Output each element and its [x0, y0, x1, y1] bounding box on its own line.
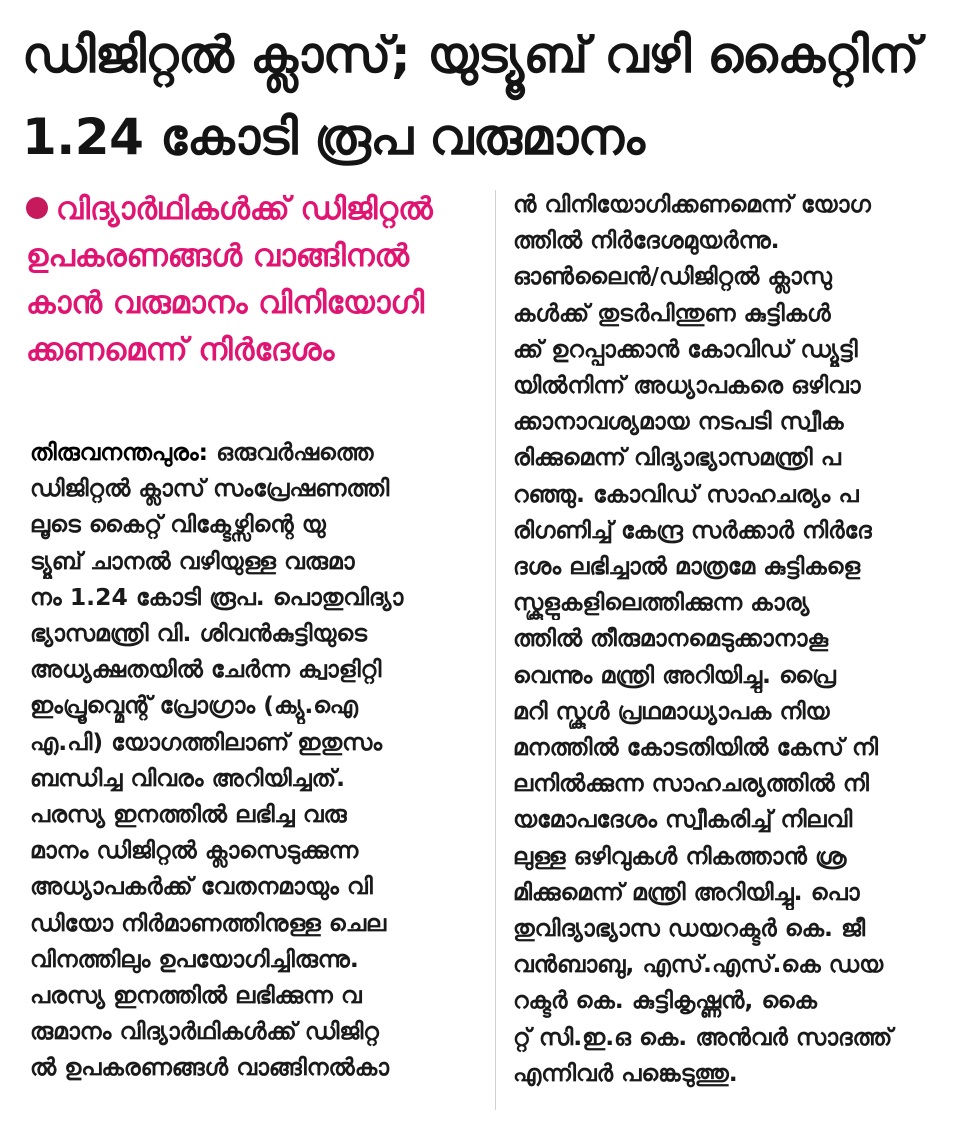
body-line: മനത്തിൽ കോടതിയിൽ കേസ് നി	[513, 733, 878, 762]
body-line-text: ഒരുവർഷത്തെ	[208, 438, 374, 466]
body-line: പരസ്യ ഇനത്തിൽ ലഭിക്കുന്ന വ	[30, 981, 362, 1010]
highlight-box	[26, 186, 486, 374]
body-line: ൽ ഉപകരണങ്ങൾ വാങ്ങിനൽകാ	[30, 1053, 390, 1082]
bullet-dot-icon	[26, 197, 48, 219]
column-divider	[495, 190, 496, 1110]
left-column	[30, 434, 482, 1086]
body-line: ത്തിൽ തീരുമാനമെടുക്കാനാകൂ	[513, 624, 829, 653]
body-line: രിക്കുമെന്ന് വിദ്യാഭ്യാസമന്ത്രി പ	[513, 443, 841, 472]
body-line: ബന്ധിച്ച വിവരം അറിയിച്ചത്.	[30, 763, 346, 792]
body-line: തുവിദ്യാഭ്യാസ ഡയറക്ടർ കെ. ജീ	[513, 914, 866, 943]
body-line: യമോപദേശം സ്വീകരിച്ച് നിലവി	[513, 805, 853, 834]
body-line: അധ്യക്ഷതയിൽ ചേർന്ന ക്വാളിറ്റി	[30, 655, 382, 684]
body-line: ത്തിൽ നിർദേശമുയർന്നു.	[513, 226, 780, 255]
headline	[22, 14, 952, 178]
right-column	[513, 186, 958, 1091]
body-line: മറി സ്കൂൾ പ്രഥമാധ്യാപക നിയ	[513, 696, 830, 725]
body-line: എന്നിവർ പങ്കെടുത്തു.	[513, 1058, 738, 1087]
body-line: ലനിൽക്കുന്ന സാഹചര്യത്തിൽ നി	[513, 769, 869, 798]
body-line	[30, 434, 482, 470]
body-line: മിക്കുമെന്ന് മന്ത്രി അറിയിച്ചു. പൊ	[513, 877, 860, 906]
body-line: ക്കാനാവശ്യമായ നടപടി സ്വീക	[513, 407, 844, 436]
body-line: ഭ്യാസമന്ത്രി വി. ശിവൻകുട്ടിയുടെ	[30, 619, 367, 648]
highlight-line: ക്കണമെന്ന് നിർദേശം	[26, 332, 335, 368]
body-line: ലൂടെ കൈറ്റ് വിക്ടേഴ്സിന്റെ യു	[30, 510, 326, 539]
body-line: ലുള്ള ഒഴിവുകൾ നികത്താൻ ശ്ര	[513, 841, 847, 870]
body-line: വൻബാബു, എസ്.എസ്.കെ ഡയ	[513, 950, 884, 979]
body-line: ദശം ലഭിച്ചാൽ മാത്രമേ കുട്ടികളെ	[513, 552, 861, 581]
highlight-line-text: വിദ്യാർഥികൾക്ക് ഡിജിറ്റൽ	[56, 191, 433, 227]
body-line: ഡിയോ നിർമാണത്തിനുള്ള ചെല	[30, 908, 387, 937]
body-line: മാനം ഡിജിറ്റൽ ക്ലാസെടുക്കുന്ന	[30, 836, 359, 865]
body-line: വെന്നും മന്ത്രി അറിയിച്ചു. പ്രൈ	[513, 660, 836, 689]
highlight-line: കാൻ വരുമാനം വിനിയോഗി	[26, 285, 425, 321]
body-line: എ.പി) യോഗത്തിലാണ് ഇതുസം	[30, 727, 383, 756]
body-line: കൾക്ക് തുടർപിന്തുണ കുട്ടികൾ	[513, 298, 831, 327]
body-line: പരസ്യ ഇനത്തിൽ ലഭിച്ച വരു	[30, 800, 347, 829]
body-line: ൻ വിനിയോഗിക്കണമെന്ന് യോഗ	[513, 190, 871, 218]
highlight-line: ഉപകരണങ്ങൾ വാങ്ങിനൽ	[26, 238, 410, 274]
body-line: അധ്യാപകർക്ക് വേതനമായും വി	[30, 872, 373, 901]
headline-line-1: ഡിജിറ്റൽ ക്ലാസ്; യുട്യൂബ് വഴി കൈറ്റിന്	[22, 26, 919, 84]
body-line: യിൽനിന്ന് അധ്യാപകരെ ഒഴിവാ	[513, 371, 861, 400]
highlight-line	[26, 186, 486, 233]
body-line: വിനത്തിലും ഉപയോഗിച്ചിരുന്നു.	[30, 944, 359, 973]
body-line: റഞ്ഞു. കോവിഡ് സാഹചര്യം പ	[513, 479, 859, 508]
body-line: റക്ടർ കെ. കുട്ടികൃഷ്ണൻ, കൈ	[513, 986, 817, 1015]
dateline: തിരുവനന്തപുരം:	[30, 438, 209, 466]
body-line: ഡിജിറ്റൽ ക്ലാസ് സംപ്രേഷണത്തി	[30, 474, 390, 503]
body-line: ക്ക് ഉറപ്പാക്കാൻ കോവിഡ് ഡ്യൂട്ടി	[513, 334, 858, 363]
body-line: രുമാനം വിദ്യാർഥികൾക്ക് ഡിജിറ്റ	[30, 1017, 379, 1046]
body-line: റ്റ് സി.ഇ.ഒ കെ. അൻവർ സാദത്ത്	[513, 1022, 893, 1051]
body-line: സ്കൂളുകളിലെത്തിക്കുന്ന കാര്യ	[513, 588, 810, 617]
body-line: ട്യൂബ് ചാനൽ വഴിയുള്ള വരുമാ	[30, 546, 355, 575]
body-line: നം 1.24 കോടി രൂപ. പൊതുവിദ്യാ	[30, 582, 404, 611]
headline-line-2: 1.24 കോടി രൂപ വരുമാനം	[22, 108, 645, 166]
body-line: രിഗണിച്ച് കേന്ദ്ര സർക്കാർ നിർദേ	[513, 515, 872, 544]
body-line: ഇംപ്രൂവ്മെന്റ് പ്രോഗ്രാം (ക്യു.ഐ	[30, 691, 358, 720]
body-line: ഓൺലൈൻ/ഡിജിറ്റൽ ക്ലാസു	[513, 262, 832, 291]
